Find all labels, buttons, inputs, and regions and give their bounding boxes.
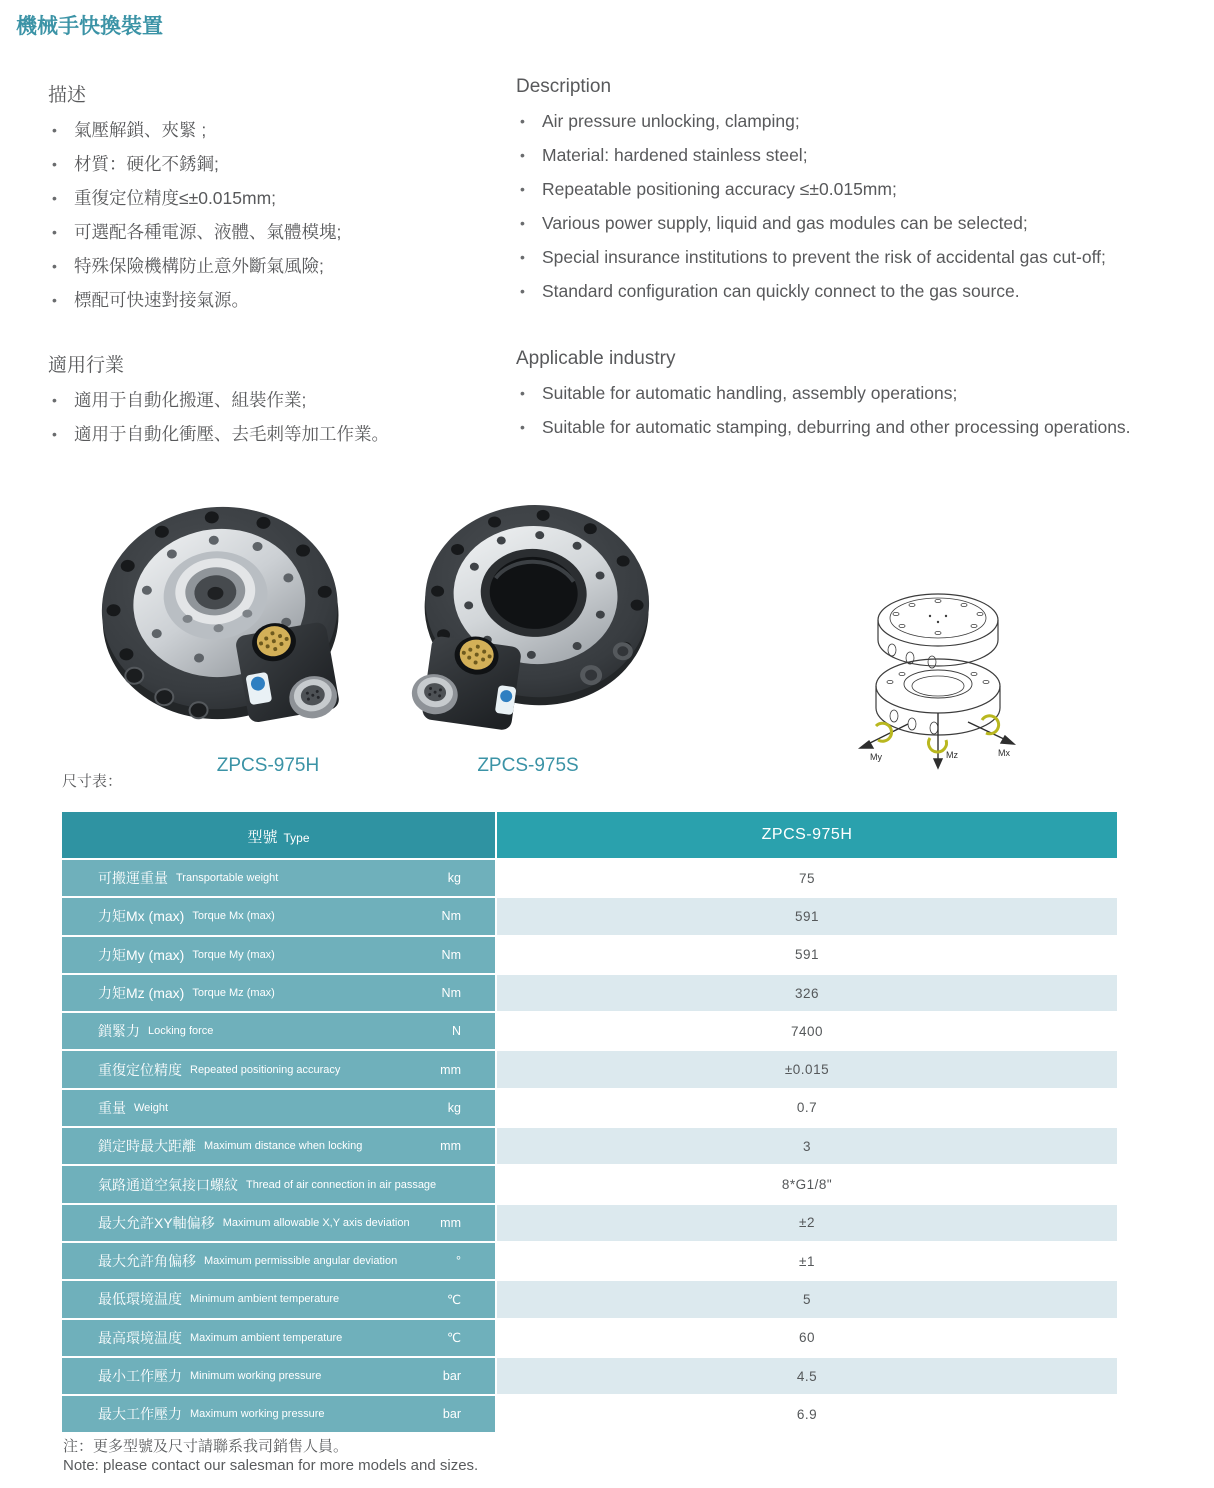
row-label-cell: [62, 1320, 495, 1356]
description-en-section: [516, 76, 1194, 312]
footnote: [63, 1437, 478, 1475]
list-item: • 材質：硬化不銹鋼;: [48, 151, 488, 178]
row-label-en: Torque My (max): [192, 948, 275, 961]
row-label-cn: 力矩Mz (max): [98, 985, 185, 1002]
table-row: [62, 937, 1117, 973]
table-row: [62, 1358, 1117, 1394]
row-label-en: Maximum distance when locking: [204, 1140, 363, 1153]
row-unit: mm: [440, 1215, 461, 1230]
row-value-cell: 591: [497, 898, 1117, 934]
row-value-cell: 60: [497, 1320, 1117, 1356]
row-label-cn: 鎖定時最大距離: [98, 1138, 196, 1155]
row-value-cell: 7400: [497, 1013, 1117, 1049]
row-label-en: Torque Mz (max): [192, 987, 275, 1000]
row-label-cn: 最大允許XY軸偏移: [98, 1214, 215, 1231]
spec-table-body: [62, 860, 1117, 1432]
row-label-en: Repeated positioning accuracy: [190, 1063, 341, 1076]
row-unit: Nm: [441, 909, 461, 924]
row-value-cell: 326: [497, 975, 1117, 1011]
spec-table: [62, 812, 1117, 1434]
table-row: [62, 1051, 1117, 1087]
row-unit: °: [456, 1254, 461, 1269]
table-row: [62, 1205, 1117, 1241]
row-unit: ℃: [446, 1331, 461, 1346]
list-item: • Suitable for automatic handling, assembly operations;: [516, 380, 1194, 407]
row-label-cn: 重復定位精度: [98, 1061, 182, 1078]
row-label-cell: [62, 1205, 495, 1241]
row-label-cn: 鎖緊力: [98, 1023, 140, 1040]
row-label-cell: [62, 1128, 495, 1164]
list-item: • 適用于自動化搬運、組裝作業;: [48, 387, 488, 414]
row-label-cell: [62, 860, 495, 896]
row-label-cell: [62, 937, 495, 973]
row-value-cell: 4.5: [497, 1358, 1117, 1394]
list-item: • 可選配各種電源、液體、氣體模塊;: [48, 219, 488, 246]
industry-en-section: [516, 348, 1194, 448]
row-value-cell: 5: [497, 1281, 1117, 1317]
row-label-cn: 可搬運重量: [98, 870, 168, 887]
row-value-cell: 8*G1/8": [497, 1166, 1117, 1202]
table-row: [62, 1320, 1117, 1356]
row-unit: kg: [447, 871, 461, 886]
table-row: [62, 1090, 1117, 1126]
industry-en-list: [516, 380, 1194, 441]
row-label-en: Maximum permissible angular deviation: [204, 1255, 398, 1268]
row-label-cell: [62, 1358, 495, 1394]
spec-table-header: [62, 812, 1117, 858]
table-row: [62, 1128, 1117, 1164]
row-unit: Nm: [441, 986, 461, 1001]
footnote-cn: 注：更多型號及尺寸請聯系我司銷售人員。: [63, 1438, 349, 1455]
product-photo-zpcs-975h: [95, 496, 353, 748]
header-model-cell: ZPCS-975H: [497, 812, 1117, 858]
row-label-cn: 力矩My (max): [98, 946, 185, 963]
row-label-cn: 最小工作壓力: [98, 1368, 182, 1384]
row-label-en: Maximum working pressure: [190, 1408, 325, 1421]
row-label-cell: [62, 1243, 495, 1279]
row-label-cn: 力矩Mx (max): [98, 908, 185, 925]
row-label-en: Thread of air connection in air passage: [246, 1178, 437, 1191]
model-label-zpcs-975h: ZPCS-975H: [216, 755, 320, 776]
row-unit: mm: [440, 1062, 461, 1077]
row-label-cell: [62, 898, 495, 934]
axis-label-mz: Mz: [946, 750, 958, 760]
row-unit: bar: [442, 1407, 461, 1422]
table-row: [62, 1166, 1117, 1202]
list-item: • Air pressure unlocking, clamping;: [516, 108, 1194, 135]
list-item: • Various power supply, liquid and gas modules can be selected;: [516, 210, 1194, 237]
row-value-cell: 591: [497, 937, 1117, 973]
row-value-cell: 75: [497, 860, 1117, 896]
moment-axes-diagram: [846, 578, 1030, 778]
industry-cn-list: [48, 387, 488, 448]
row-value-cell: ±2: [497, 1205, 1117, 1241]
product-photo-zpcs-975s: [410, 503, 658, 743]
row-unit: bar: [442, 1369, 461, 1383]
description-en-heading: Description: [516, 76, 612, 97]
row-value-cell: 0.7: [497, 1090, 1117, 1126]
row-label-en: Maximum ambient temperature: [190, 1331, 343, 1344]
row-label-en: Weight: [134, 1101, 169, 1114]
row-label-cn: 氣路通道空氣接口螺紋: [98, 1176, 238, 1193]
list-item: • Standard configuration can quickly connect to the gas source.: [516, 278, 1194, 305]
row-value-cell: 6.9: [497, 1396, 1117, 1432]
list-item: • 標配可快速對接氣源。: [48, 287, 488, 314]
row-label-cell: [62, 1013, 495, 1049]
row-unit: ℃: [446, 1292, 461, 1307]
header-type-cn: 型號: [247, 829, 278, 846]
description-en-list: [516, 108, 1194, 305]
row-label-cell: [62, 975, 495, 1011]
industry-cn-section: [48, 350, 488, 455]
row-label-cell: [62, 1166, 495, 1202]
row-label-cn: 最低環境温度: [98, 1291, 182, 1308]
description-cn-list: [48, 117, 488, 314]
description-cn-section: [48, 80, 488, 321]
list-item: • 重復定位精度≤±0.015mm;: [48, 185, 488, 212]
row-unit: Nm: [441, 947, 461, 962]
table-row: [62, 1396, 1117, 1432]
row-value-cell: ±1: [497, 1243, 1117, 1279]
footnote-en: Note: please contact our salesman for more models and sizes.: [63, 1457, 479, 1474]
table-row: [62, 1281, 1117, 1317]
header-type-en: Type: [283, 831, 310, 845]
row-label-cn: 重量: [98, 1099, 126, 1116]
list-item: • 氣壓解鎖、夾緊 ;: [48, 117, 488, 144]
list-item: • Suitable for automatic stamping, deburring and other processing operations.: [516, 414, 1194, 441]
table-row: [62, 898, 1117, 934]
model-label-zpcs-975s: ZPCS-975S: [477, 755, 579, 776]
row-unit: kg: [447, 1100, 461, 1115]
row-label-cn: 最大工作壓力: [98, 1406, 182, 1423]
row-label-en: Transportable weight: [176, 872, 279, 885]
industry-en-heading: Applicable industry: [516, 348, 676, 369]
list-item: • Material: hardened stainless steel;: [516, 142, 1194, 169]
industry-cn-heading: 適用行業: [48, 355, 125, 376]
list-item: • 特殊保險機構防止意外斷氣風險;: [48, 253, 488, 280]
list-item: • Special insurance institutions to prevent the risk of accidental gas cut-off;: [516, 244, 1194, 271]
row-label-en: Torque Mx (max): [192, 910, 275, 923]
dimension-table-label: 尺寸表：: [62, 773, 123, 790]
header-type-cell: [62, 812, 495, 858]
row-unit: mm: [440, 1139, 461, 1154]
row-label-en: Minimum ambient temperature: [190, 1293, 340, 1306]
axis-label-mx: Mx: [998, 748, 1010, 758]
table-row: [62, 1013, 1117, 1049]
axis-label-my: My: [870, 752, 882, 762]
row-value-cell: 3: [497, 1128, 1117, 1164]
table-row: [62, 975, 1117, 1011]
row-label-en: Locking force: [148, 1025, 214, 1038]
row-label-cell: [62, 1090, 495, 1126]
list-item: • Repeatable positioning accuracy ≤±0.015mm;: [516, 176, 1194, 203]
row-label-cell: [62, 1051, 495, 1087]
row-label-cn: 最大允許角偏移: [98, 1253, 196, 1270]
row-value-cell: ±0.015: [497, 1051, 1117, 1087]
row-label-cell: [62, 1396, 495, 1432]
row-label-en: Minimum working pressure: [190, 1370, 322, 1382]
row-label-en: Maximum allowable X,Y axis deviation: [222, 1216, 410, 1229]
row-label-cell: [62, 1281, 495, 1317]
table-row: [62, 1243, 1117, 1279]
description-cn-heading: 描述: [48, 85, 87, 106]
page-title: 機械手快換裝置: [16, 15, 163, 38]
row-label-cn: 最高環境温度: [98, 1329, 182, 1346]
list-item: • 適用于自動化衝壓、去毛刺等加工作業。: [48, 421, 488, 448]
table-row: [62, 860, 1117, 896]
row-unit: N: [451, 1024, 461, 1039]
